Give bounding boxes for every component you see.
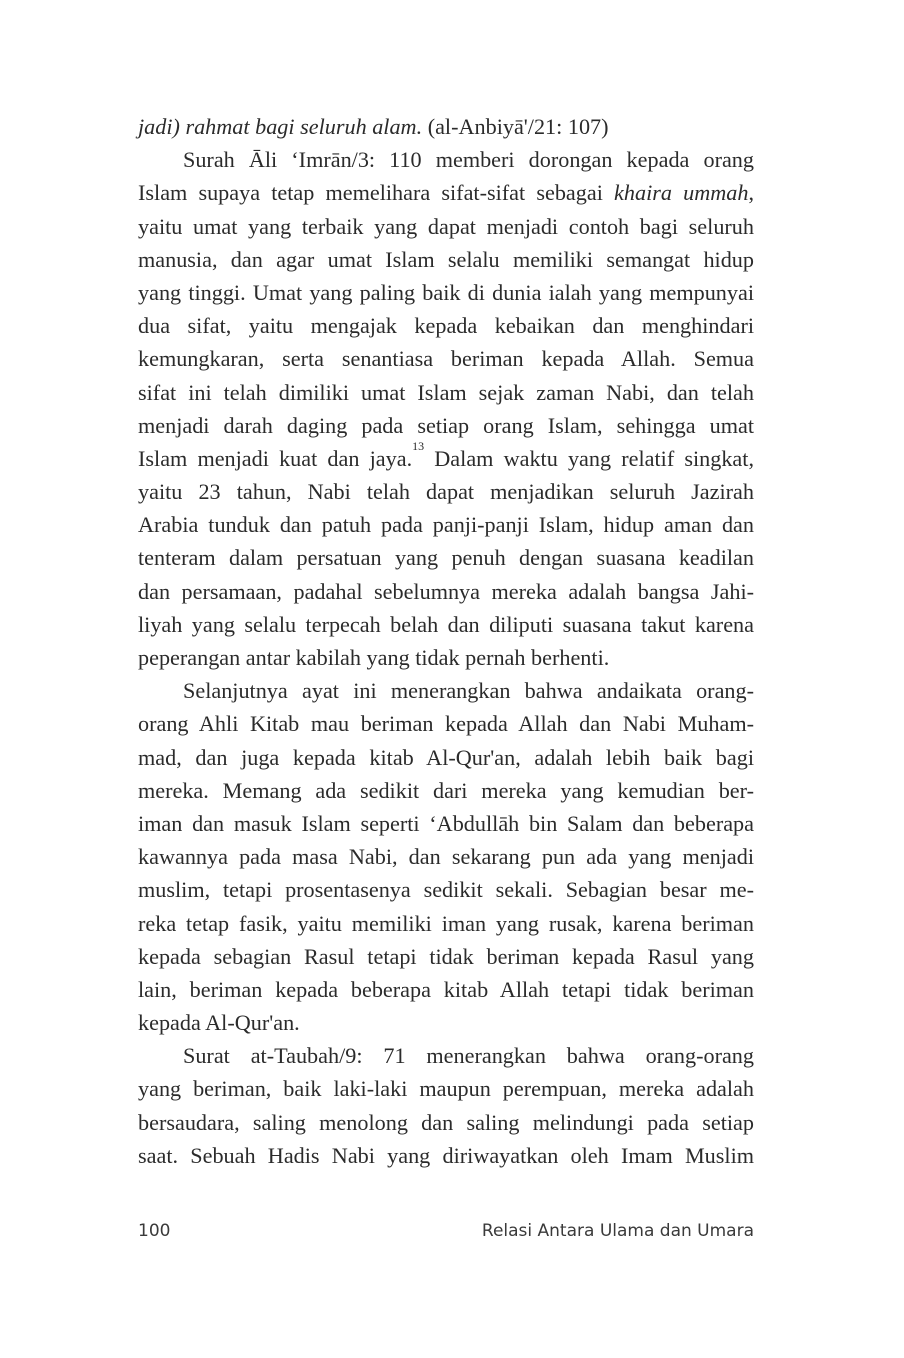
text-run: Dalam waktu yang relatif singkat, (424, 445, 754, 471)
text-run: kemungkaran, serta senantiasa beriman kepada Allah. Semua (138, 346, 754, 372)
text-line (138, 110, 754, 143)
text-run: tenteram dalam persatuan yang penuh dengan suasana keadilan (138, 545, 754, 571)
text-run: Surat at-Taubah/9: 71 menerangkan bahwa orang-orang (183, 1043, 754, 1069)
text-line (138, 973, 754, 1006)
text-line (138, 1006, 754, 1039)
text-line (138, 475, 754, 508)
text-run: reka tetap fasik, yaitu memiliki iman yang rusak, karena beriman (138, 910, 754, 936)
text-run: sifat ini telah dimiliki umat Islam sejak zaman Nabi, dan telah (138, 379, 754, 405)
text-run: yang tinggi. Umat yang paling baik di dunia ialah yang mempunyai (138, 279, 754, 305)
text-line (138, 575, 754, 608)
running-title: Relasi Antara Ulama dan Umara (481, 1221, 754, 1241)
text-run: Surah Āli ‘Imrān/3: 110 memberi dorongan kepada orang (183, 147, 754, 173)
text-line (138, 608, 754, 641)
text-line (138, 210, 754, 243)
text-line (138, 541, 754, 574)
text-line (138, 376, 754, 409)
text-run: manusia, dan agar umat Islam selalu memiliki semangat hidup (138, 246, 754, 272)
paragraph (138, 143, 754, 674)
paragraph (138, 1039, 754, 1172)
text-run: muslim, tetapi prosentasenya sedikit sekali. Sebagian besar me- (138, 877, 754, 903)
text-line (138, 873, 754, 906)
text-run: iman dan masuk Islam seperti ‘Abdullāh bin Salam dan beberapa (138, 810, 754, 836)
text-line (138, 1072, 754, 1105)
text-run: (al-Anbiyā'/21: 107) (422, 114, 609, 139)
text-line (138, 1039, 754, 1072)
italic-text: jadi) rahmat bagi seluruh alam. (138, 114, 423, 139)
text-run: liyah yang selalu terpecah belah dan diliputi suasana takut karena (138, 611, 754, 637)
text-line (138, 707, 754, 740)
text-run: bersaudara, saling menolong dan saling melindungi pada setiap (138, 1109, 754, 1135)
text-line (138, 674, 754, 707)
text-run: dan persamaan, padahal sebelumnya mereka adalah bangsa Jahi- (138, 578, 754, 604)
text-run: lain, beriman kepada beberapa kitab Allah tetapi tidak beriman (138, 976, 754, 1002)
text-run: mereka. Memang ada sedikit dari mereka yang kemudian ber- (138, 777, 754, 803)
text-run: mad, dan juga kepada kitab Al-Qur'an, adalah lebih baik bagi (138, 744, 754, 770)
text-run: saat. Sebuah Hadis Nabi yang diriwayatkan oleh Imam Muslim (138, 1142, 754, 1168)
text-run: yaitu umat yang terbaik yang dapat menjadi contoh bagi seluruh (138, 213, 754, 239)
paragraph (138, 110, 754, 143)
text-line (138, 176, 754, 209)
text-run: peperangan antar kabilah yang tidak pernah berhenti. (138, 645, 610, 670)
text-line (138, 243, 754, 276)
text-run: kepada sebagian Rasul tetapi tidak beriman kepada Rasul yang (138, 943, 754, 969)
text-run: yaitu 23 tahun, Nabi telah dapat menjadikan seluruh Jazirah (138, 479, 754, 505)
text-line (138, 641, 754, 674)
text-run: , (748, 180, 754, 206)
italic-text: khaira ummah (614, 180, 749, 206)
text-run: orang Ahli Kitab mau beriman kepada Allah dan Nabi Muham- (138, 711, 754, 737)
text-line (138, 508, 754, 541)
text-line (138, 309, 754, 342)
text-run: Islam supaya tetap memelihara sifat-sifat sebagai (138, 180, 615, 206)
text-line (138, 342, 754, 375)
text-line (138, 438, 754, 475)
text-run: Selanjutnya ayat ini menerangkan bahwa andaikata orang- (183, 678, 754, 704)
text-run: menjadi darah daging pada setiap orang Islam, sehingga umat (138, 412, 754, 438)
text-line (138, 807, 754, 840)
text-run: Islam menjadi kuat dan jaya. (138, 445, 413, 471)
body-text (138, 110, 754, 1172)
text-line (138, 940, 754, 973)
text-line (138, 1139, 754, 1172)
paragraph (138, 674, 754, 1039)
text-line (138, 276, 754, 309)
text-line (138, 143, 754, 176)
text-line (138, 741, 754, 774)
text-line (138, 907, 754, 940)
text-run: dua sifat, yaitu mengajak kepada kebaikan dan menghindari (138, 313, 754, 339)
text-run: kawannya pada masa Nabi, dan sekarang pun ada yang menjadi (138, 844, 754, 870)
text-run: Arabia tunduk dan patuh pada panji-panji Islam, hidup aman dan (138, 512, 754, 538)
text-line (138, 1106, 754, 1139)
text-line (138, 840, 754, 873)
page-number: 100 (138, 1221, 171, 1241)
text-line (138, 774, 754, 807)
text-line (138, 409, 754, 442)
text-run: yang beriman, baik laki-laki maupun perempuan, mereka adalah (138, 1076, 754, 1102)
footnote-reference: 13 (412, 438, 425, 453)
text-run: kepada Al-Qur'an. (138, 1010, 300, 1036)
